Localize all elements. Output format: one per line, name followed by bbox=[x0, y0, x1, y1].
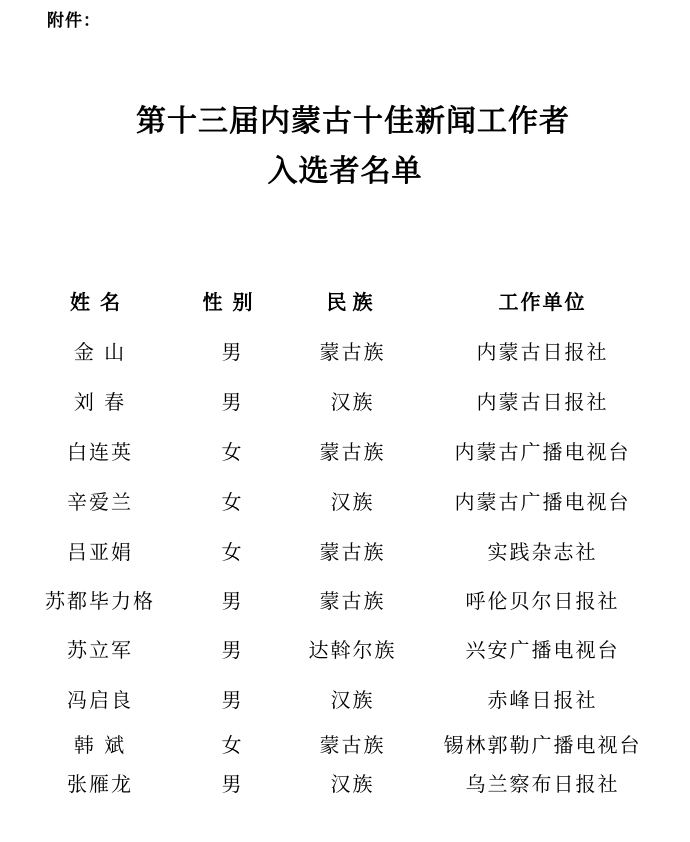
cell-name: 辛爱兰 bbox=[67, 490, 133, 514]
cell-unit: 实践杂志社 bbox=[487, 540, 598, 564]
table-row bbox=[0, 585, 690, 615]
table-row bbox=[0, 486, 690, 516]
cell-ethnicity: 蒙古族 bbox=[319, 340, 386, 364]
header-name: 姓名 bbox=[70, 290, 130, 314]
cell-unit: 内蒙古广播电视台 bbox=[454, 490, 631, 514]
table-row bbox=[0, 729, 690, 759]
cell-name: 张雁龙 bbox=[67, 772, 133, 796]
header-unit: 工作单位 bbox=[498, 290, 587, 314]
table-row bbox=[0, 336, 690, 366]
cell-gender: 男 bbox=[221, 638, 244, 662]
table-row bbox=[0, 684, 690, 714]
cell-unit: 内蒙古广播电视台 bbox=[454, 440, 631, 464]
header-ethnicity: 民族 bbox=[326, 290, 379, 314]
table-row bbox=[0, 386, 690, 416]
cell-ethnicity: 汉族 bbox=[330, 390, 375, 414]
table-header-row bbox=[0, 286, 690, 316]
cell-name: 苏立军 bbox=[67, 638, 133, 662]
cell-name: 金 山 bbox=[73, 340, 127, 364]
page-title-line-1: 第十三届内蒙古十佳新闻工作者 bbox=[136, 104, 570, 139]
cell-name: 吕亚娟 bbox=[67, 540, 133, 564]
cell-ethnicity: 蒙古族 bbox=[319, 589, 386, 613]
cell-ethnicity: 汉族 bbox=[330, 772, 375, 796]
cell-name: 韩 斌 bbox=[73, 733, 127, 757]
page-title-line-2: 入选者名单 bbox=[267, 154, 423, 189]
cell-gender: 女 bbox=[221, 733, 244, 757]
table-row bbox=[0, 436, 690, 466]
table-row bbox=[0, 634, 690, 664]
cell-unit: 呼伦贝尔日报社 bbox=[465, 589, 620, 613]
cell-gender: 男 bbox=[221, 589, 244, 613]
cell-ethnicity: 蒙古族 bbox=[319, 540, 386, 564]
cell-name: 刘 春 bbox=[73, 390, 127, 414]
header-gender: 性别 bbox=[202, 290, 263, 314]
cell-unit: 内蒙古日报社 bbox=[476, 390, 609, 414]
cell-gender: 女 bbox=[221, 540, 244, 564]
cell-name: 白连英 bbox=[67, 440, 133, 464]
table-row bbox=[0, 536, 690, 566]
cell-gender: 女 bbox=[221, 490, 244, 514]
cell-ethnicity: 汉族 bbox=[330, 688, 375, 712]
cell-ethnicity: 蒙古族 bbox=[319, 440, 386, 464]
cell-name: 苏都毕力格 bbox=[45, 589, 155, 613]
cell-unit: 内蒙古日报社 bbox=[476, 340, 609, 364]
cell-gender: 女 bbox=[221, 440, 244, 464]
cell-gender: 男 bbox=[221, 772, 244, 796]
cell-unit: 赤峰日报社 bbox=[487, 688, 598, 712]
cell-unit: 锡林郭勒广播电视台 bbox=[443, 733, 642, 757]
cell-gender: 男 bbox=[221, 340, 244, 364]
cell-unit: 乌兰察布日报社 bbox=[465, 772, 620, 796]
cell-name: 冯启良 bbox=[67, 688, 133, 712]
table-row bbox=[0, 768, 690, 798]
cell-ethnicity: 蒙古族 bbox=[319, 733, 386, 757]
cell-ethnicity: 达斡尔族 bbox=[308, 638, 397, 662]
cell-unit: 兴安广播电视台 bbox=[465, 638, 620, 662]
cell-ethnicity: 汉族 bbox=[330, 490, 375, 514]
cell-gender: 男 bbox=[221, 390, 244, 414]
cell-gender: 男 bbox=[221, 688, 244, 712]
attachment-label: 附件： bbox=[47, 11, 101, 31]
